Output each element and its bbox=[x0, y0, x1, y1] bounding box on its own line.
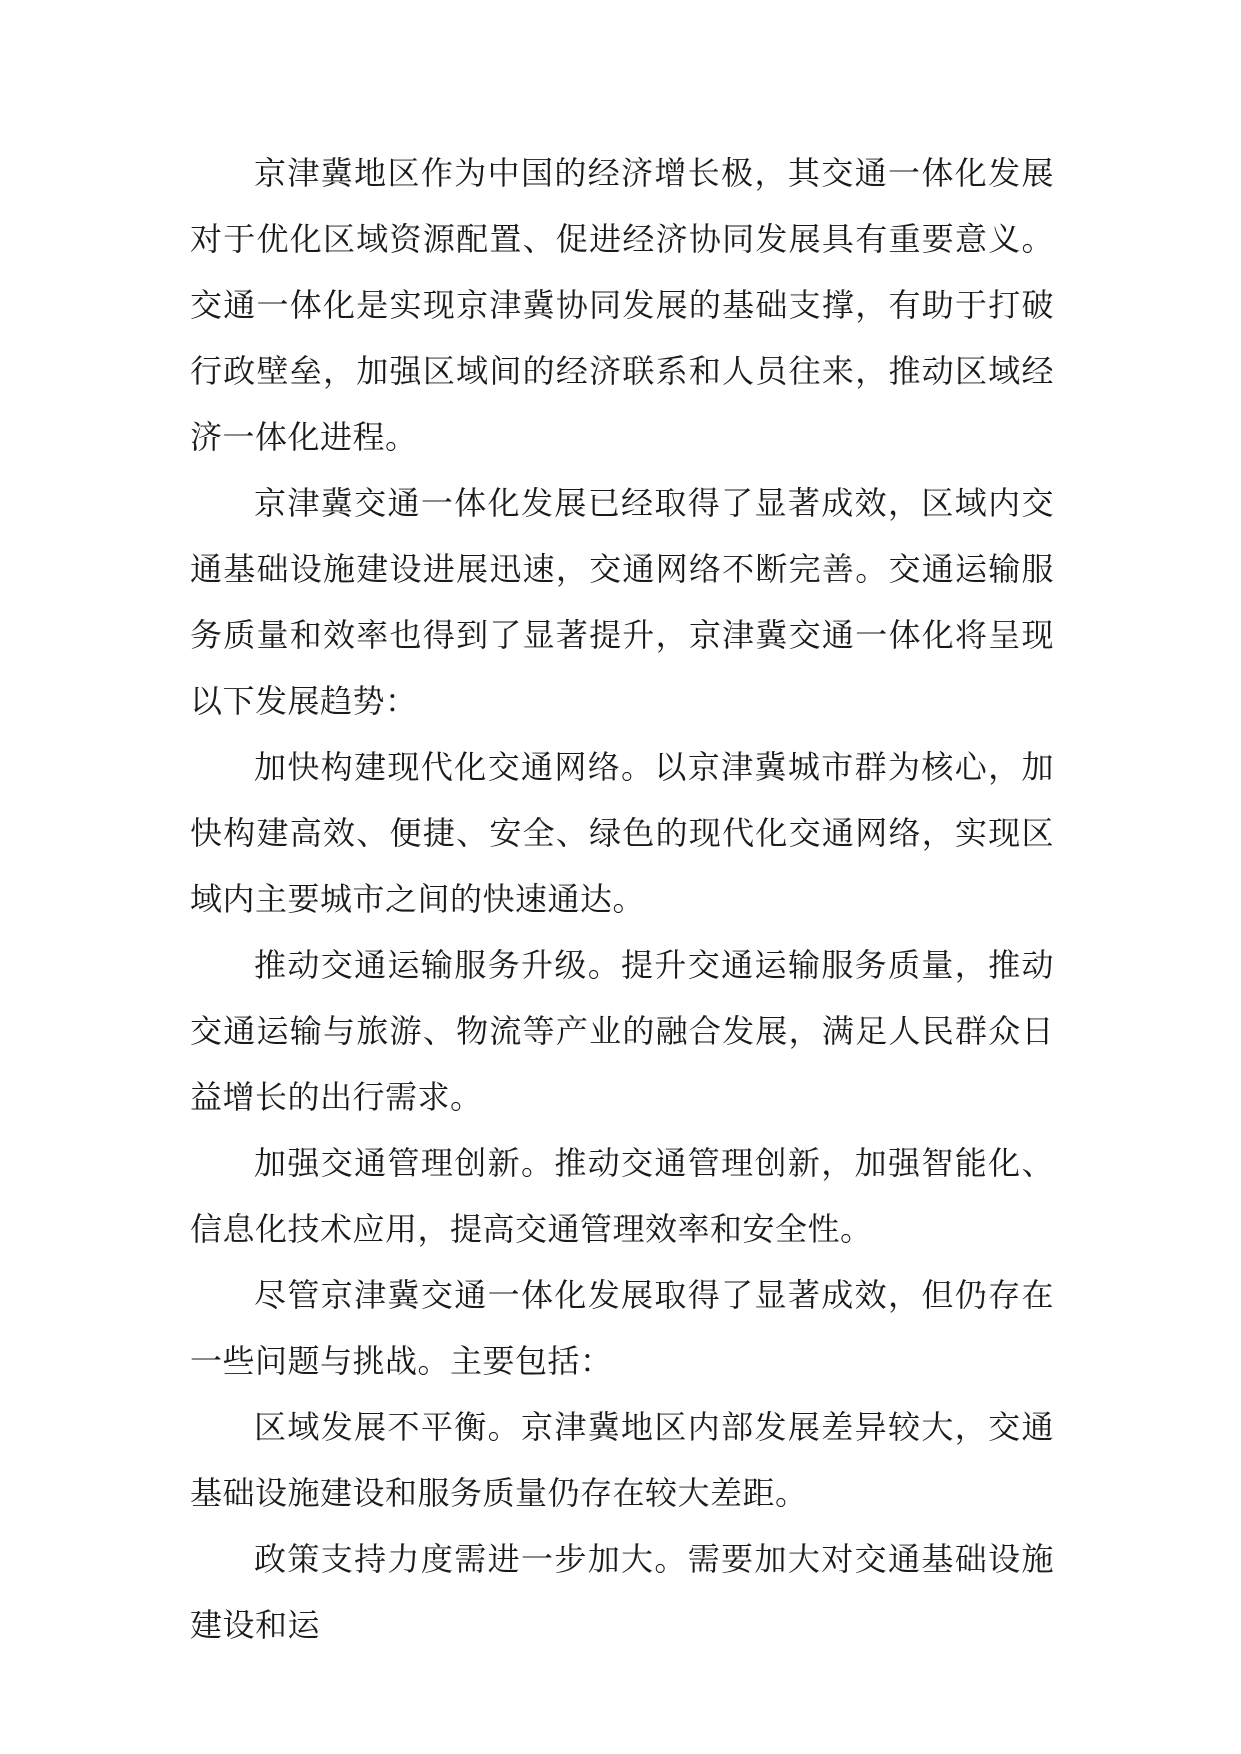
paragraph-2: 京津冀交通一体化发展已经取得了显著成效，区域内交通基础设施建设进展迅速，交通网络不断完善。交通运输服务质量和效率也得到了显著提升，京津冀交通一体化将呈现以下发展趋势： bbox=[190, 484, 1054, 720]
paragraph-3: 加快构建现代化交通网络。以京津冀城市群为核心，加快构建高效、便捷、安全、绿色的现代化交通网络，实现区域内主要城市之间的快速通达。 bbox=[190, 748, 1054, 918]
document-body bbox=[190, 140, 1054, 1658]
paragraph-6: 尽管京津冀交通一体化发展取得了显著成效，但仍存在一些问题与挑战。主要包括： bbox=[190, 1276, 1054, 1380]
paragraph-4: 推动交通运输服务升级。提升交通运输服务质量，推动交通运输与旅游、物流等产业的融合发展，满足人民群众日益增长的出行需求。 bbox=[190, 946, 1054, 1116]
paragraph-8: 政策支持力度需进一步加大。需要加大对交通基础设施建设和运 bbox=[190, 1540, 1054, 1644]
paragraph-1: 京津冀地区作为中国的经济增长极，其交通一体化发展对于优化区域资源配置、促进经济协同发展具有重要意义。交通一体化是实现京津冀协同发展的基础支撑，有助于打破行政壁垒，加强区域间的经济联系和人员往来，推动区域经济一体化进程。 bbox=[190, 154, 1054, 456]
paragraph-5: 加强交通管理创新。推动交通管理创新，加强智能化、信息化技术应用，提高交通管理效率和安全性。 bbox=[190, 1144, 1054, 1248]
paragraph-7: 区域发展不平衡。京津冀地区内部发展差异较大，交通基础设施建设和服务质量仍存在较大差距。 bbox=[190, 1408, 1054, 1512]
